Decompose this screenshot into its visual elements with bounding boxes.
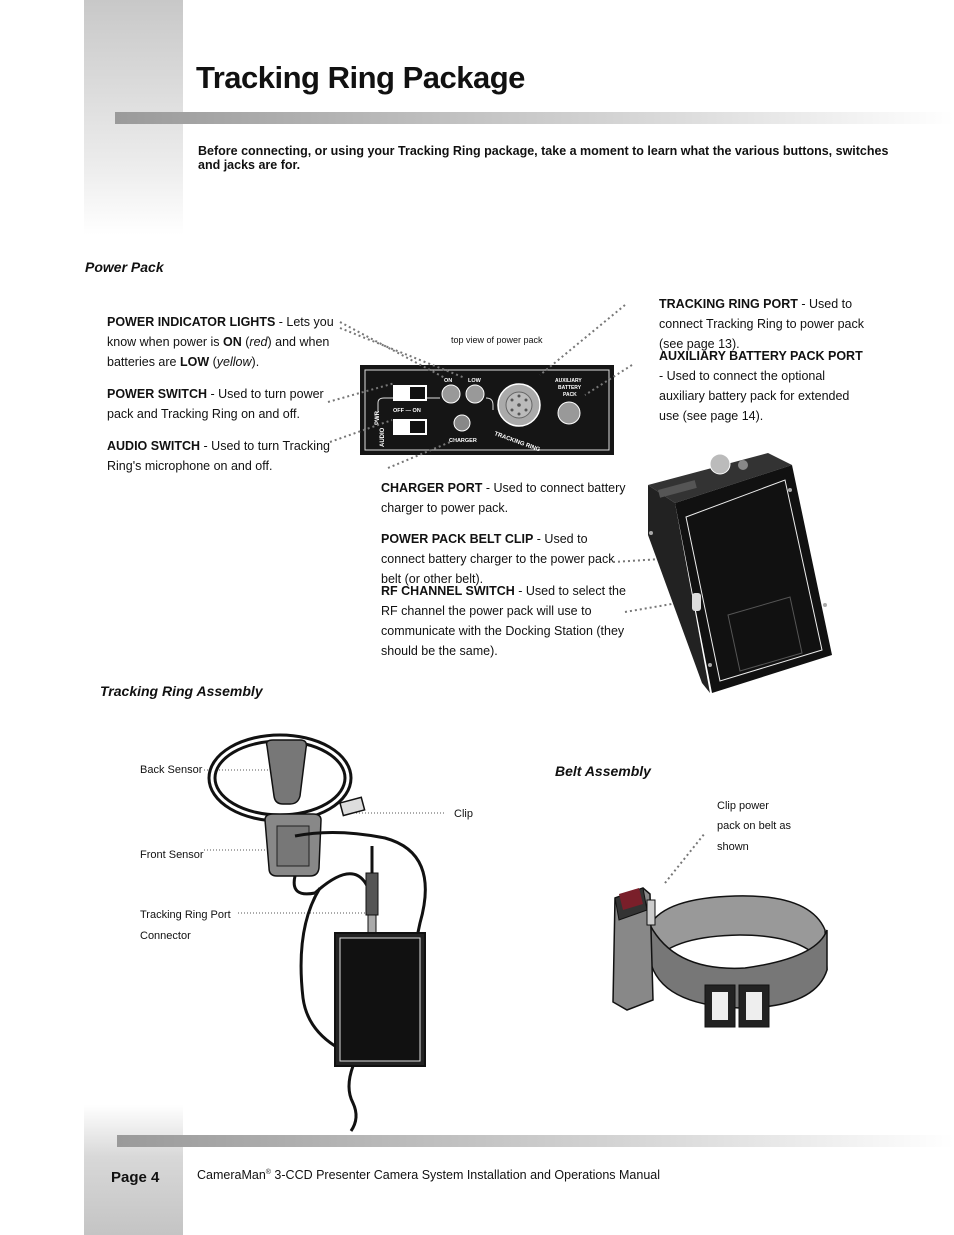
belt-caption-3: shown xyxy=(717,841,749,853)
belt-clip-desc: POWER PACK BELT CLIP - Used to connect battery charger to the power pack belt (or other belt). xyxy=(381,532,615,586)
page-number: Page 4 xyxy=(111,1169,160,1186)
port-connector xyxy=(366,873,378,915)
power-pack-illustration xyxy=(640,445,840,695)
rf-switch-desc: RF CHANNEL SWITCH - Used to select the RF channel the power pack will use to communicate with the Docking Station (they should be the same). xyxy=(381,584,626,658)
header-rule xyxy=(115,112,954,124)
tracking-ring-illustration xyxy=(195,728,455,1133)
power-pack-top-view xyxy=(360,365,614,455)
aux-battery-port[interactable] xyxy=(558,402,580,424)
charger-label: CHARGER xyxy=(449,438,477,444)
charger-port[interactable] xyxy=(454,415,470,431)
front-sensor-label: Front Sensor xyxy=(140,849,204,861)
top-view-caption: top view of power pack xyxy=(451,335,543,345)
aux-port-desc: AUXILIARY BATTERY PACK PORT - Used to connect the optional auxiliary battery pack for extended use (see page 14). xyxy=(659,349,863,423)
tracking-port-desc: TRACKING RING PORT - Used to connect Tracking Ring to power pack (see page 13). xyxy=(659,297,864,351)
pwr-label: PWR xyxy=(375,411,381,425)
belt-caption-2: pack on belt as xyxy=(717,820,791,832)
audio-switch-knob[interactable] xyxy=(410,421,425,433)
on-indicator-light xyxy=(442,385,460,403)
power-pack-heading: Power Pack xyxy=(85,259,164,275)
on-label: ON xyxy=(444,378,453,384)
intro-text: Before connecting, or using your Tracking Ring package, take a moment to learn what the various buttons, switches and jacks are for. xyxy=(198,144,889,172)
clip-label: Clip xyxy=(454,808,473,820)
footer-title: CameraMan® 3-CCD Presenter Camera System Installation and Operations Manual xyxy=(197,1168,661,1182)
power-switch-knob[interactable] xyxy=(410,387,425,399)
port-connector-label-2: Connector xyxy=(140,930,191,942)
belt-caption-1: Clip power xyxy=(717,800,769,812)
audio-switch-desc: AUDIO SWITCH - Used to turn Tracking Ring's microphone on and off. xyxy=(107,439,330,473)
low-indicator-light xyxy=(466,385,484,403)
port-connector-label-1: Tracking Ring Port xyxy=(140,909,231,921)
charger-port-desc: CHARGER PORT - Used to connect battery charger to power pack. xyxy=(381,481,626,515)
ring-clip xyxy=(340,797,365,815)
aux-label-1: AUXILIARY xyxy=(555,378,582,384)
low-label: LOW xyxy=(468,378,481,384)
off-on-label: OFF — ON xyxy=(393,408,421,414)
power-indicator-desc: POWER INDICATOR LIGHTS - Lets you know when power is ON (red) and when batteries are LOW (yellow). xyxy=(107,315,334,369)
tracking-ring-heading: Tracking Ring Assembly xyxy=(100,683,263,699)
tracking-ring-label: TRACKING RING xyxy=(493,431,541,454)
rf-channel-switch[interactable] xyxy=(692,593,701,611)
footer-rule xyxy=(117,1135,954,1147)
page-title: Tracking Ring Package xyxy=(196,60,525,95)
back-sensor xyxy=(267,740,307,804)
aux-label-3: PACK xyxy=(563,392,577,398)
audio-label: AUDIO xyxy=(380,427,386,447)
back-sensor-label: Back Sensor xyxy=(140,764,203,776)
belt-assembly-heading: Belt Assembly xyxy=(555,763,651,779)
belt-illustration xyxy=(605,880,835,1040)
pack-ring-port xyxy=(710,454,730,474)
power-switch-desc: POWER SWITCH - Used to turn power pack and Tracking Ring on and off. xyxy=(107,387,324,421)
aux-label-2: BATTERY xyxy=(558,385,582,391)
